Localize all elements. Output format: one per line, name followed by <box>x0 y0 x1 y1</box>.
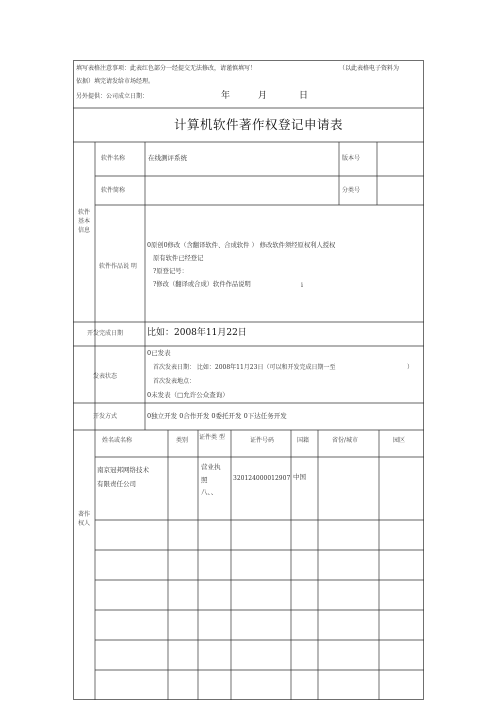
first-publish-place[interactable]: 首次发表地点： <box>153 378 196 385</box>
owner-nationality[interactable]: 中国 <box>293 473 306 481</box>
notes-line-3: 另外提供：公司成立日期： <box>76 93 149 100</box>
description-line-4: ?修改（翻译或合成）软件作品说明 <box>153 281 251 288</box>
software-description-label: 软件作品说 明 <box>99 263 137 270</box>
software-name-value[interactable]: 在线测评系统 <box>148 154 187 162</box>
notes-line-1: 填写表格注意事项：此表红色部分一经提交无法修改，请谨慎填写！ <box>76 65 257 72</box>
completion-date-label: 开发完成日期 <box>87 330 124 337</box>
category-label: 分类号 <box>342 187 361 194</box>
dev-mode-label: 开发方式 <box>93 413 118 420</box>
header-id-type: 证件类 型 <box>199 434 225 441</box>
owner-id-type-line-1[interactable]: 营业执 <box>201 463 221 471</box>
dev-mode-options[interactable]: 0独立开发 0合作开发 0委托开发 0下达任务开发 <box>147 412 287 420</box>
first-publish-date[interactable]: 首次发表日期： 比如：2008年11月23日（可以和开发完成日期一至 <box>153 364 336 371</box>
description-line-1[interactable]: 0原创0修改（含翻译软件、合成软件 ） 修改软件须经原权利人授权 <box>147 242 336 249</box>
version-label: 版本号 <box>342 155 361 162</box>
owner-name-line-1[interactable]: 南京冠邦网络技术 <box>97 466 149 474</box>
notes-line-1-right: （以此表格电子资料为 <box>339 65 400 72</box>
unpublished-option[interactable]: 0未发表（□允许公众查询） <box>147 391 229 399</box>
description-line-2: 原有软件已经登记 <box>153 255 204 262</box>
published-option[interactable]: 0已发表 <box>147 349 171 357</box>
month-label: 月 <box>258 91 268 101</box>
description-mark: i <box>301 282 303 289</box>
software-name-label: 软件名称 <box>101 155 126 162</box>
header-park: 园区 <box>393 437 406 444</box>
software-info-section-label: 软件基本信息 <box>77 209 90 234</box>
header-name: 姓名或名称 <box>102 437 133 444</box>
notes-line-2: 依据）填完请发给市场经理。 <box>76 78 155 85</box>
publication-status-label: 发表状态 <box>93 373 118 380</box>
form-title: 计算机软件著作权登记申请表 <box>174 117 344 132</box>
day-label: 日 <box>299 91 309 101</box>
owner-section-label: 著作权人 <box>77 511 90 527</box>
owner-id-type-line-2: 照 <box>201 476 208 484</box>
year-label: 年 <box>221 91 231 101</box>
first-publish-date-end: ） <box>407 364 414 371</box>
header-id-number: 证件号码 <box>250 437 275 444</box>
software-abbr-label: 软件简称 <box>101 187 126 194</box>
owner-id-number[interactable]: 320124000012907 <box>233 475 291 482</box>
application-form <box>73 60 424 700</box>
header-province: 省份/城市 <box>332 437 359 444</box>
owner-name-line-2[interactable]: 有限责任公司 <box>97 480 136 488</box>
completion-date-value[interactable]: 比如：2008年11月22日 <box>147 328 247 338</box>
description-line-3: ?原登记号： <box>153 268 188 275</box>
header-category: 类别 <box>176 437 189 444</box>
form-grid-lines <box>73 60 424 700</box>
header-nationality: 国籍 <box>297 437 310 444</box>
owner-id-type-line-3: 八、、 <box>201 488 218 496</box>
